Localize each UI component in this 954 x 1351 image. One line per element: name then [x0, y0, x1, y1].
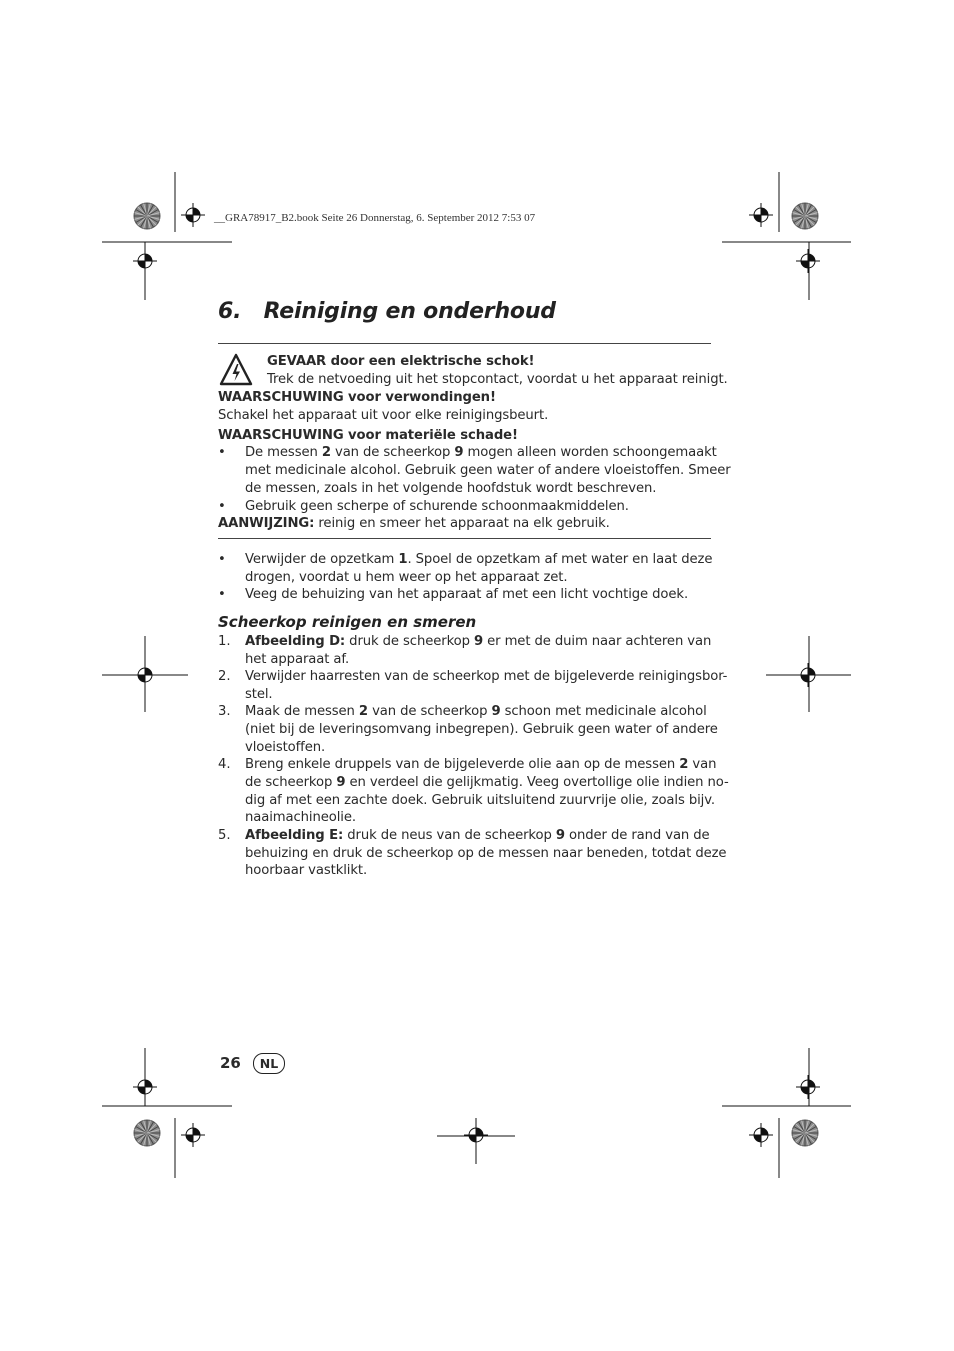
color-target-icon — [792, 1120, 818, 1146]
registration-mark-icon — [796, 663, 820, 687]
step-4-line-2: de scheerkop 9 en verdeel die gelijkmatig. Veeg overtollige olie indien no- — [245, 775, 729, 790]
bullet-marker: • — [218, 499, 226, 514]
section-number: 6. — [218, 299, 242, 324]
step-number: 5. — [218, 828, 231, 843]
step-number: 3. — [218, 704, 231, 719]
step-4-line-3: dig af met een zachte doek. Gebruik uitsluitend zuurvrije olie, zoals bijv. — [245, 793, 715, 808]
registration-mark-icon — [796, 1075, 820, 1099]
step-3-line-2: (niet bij de leveringsomvang inbegrepen). Gebruik geen water of andere — [245, 722, 718, 737]
registration-mark-icon — [181, 203, 205, 227]
step-1-line-2: het apparaat af. — [245, 652, 350, 667]
warning-triangle-lightning-icon — [219, 353, 253, 386]
step-number: 2. — [218, 669, 231, 684]
language-badge: NL — [253, 1053, 285, 1074]
damage-bullet-1-line-3: de messen, zoals in het volgende hoofdstuk wordt beschreven. — [245, 481, 657, 496]
page-number: 26 — [220, 1054, 241, 1072]
registration-mark-icon — [796, 249, 820, 273]
registration-mark-icon — [749, 203, 773, 227]
step-5-line-3: hoorbaar vastklikt. — [245, 863, 368, 878]
danger-text: Trek de netvoeding uit het stopcontact, voordat u het apparaat reinigt. — [267, 372, 728, 387]
color-target-icon — [792, 203, 818, 229]
damage-bullet-1-line-2: met medicinale alcohol. Gebruik geen water of andere vloeistoffen. Smeer — [245, 463, 731, 478]
bullet-marker: • — [218, 587, 226, 602]
color-target-icon — [134, 203, 160, 229]
section-heading — [218, 299, 556, 324]
step-1-line-1: Afbeelding D: druk de scheerkop 9 er met de duim naar achteren van — [245, 634, 712, 649]
top-rule — [218, 343, 711, 344]
section-title: Reiniging en onderhoud — [263, 299, 556, 324]
registration-mark-icon — [133, 663, 157, 687]
registration-mark-icon — [749, 1123, 773, 1147]
warning-injury-title: WAARSCHUWING voor verwondingen! — [218, 390, 496, 405]
warning-damage-title: WAARSCHUWING voor materiële schade! — [218, 428, 518, 443]
step-3-line-3: vloeistoffen. — [245, 740, 326, 755]
damage-bullet-1-line-1: De messen 2 van de scheerkop 9 mogen alleen worden schoongemaakt — [245, 445, 717, 460]
step-5-line-1: Afbeelding E: druk de neus van de scheerkop 9 onder de rand van de — [245, 828, 710, 843]
step-number: 1. — [218, 634, 231, 649]
step-2-line-2: stel. — [245, 687, 273, 702]
step-4-line-4: naaimachineolie. — [245, 810, 356, 825]
subsection-heading: Scheerkop reinigen en smeren — [218, 613, 477, 631]
middle-rule — [218, 538, 711, 539]
bullet-marker: • — [218, 445, 226, 460]
general-bullet-2: Veeg de behuizing van het apparaat af met een licht vochtige doek. — [245, 587, 689, 602]
step-3-line-1: Maak de messen 2 van de scheerkop 9 schoon met medicinale alcohol — [245, 704, 707, 719]
color-target-icon — [134, 1120, 160, 1146]
note-line: AANWIJZING: reinig en smeer het apparaat na elk gebruik. — [218, 516, 610, 531]
warning-injury-text: Schakel het apparaat uit voor elke reinigingsbeurt. — [218, 408, 549, 423]
danger-title: GEVAAR door een elektrische schok! — [267, 354, 535, 369]
registration-mark-icon — [133, 1075, 157, 1099]
damage-bullet-2: Gebruik geen scherpe of schurende schoonmaakmiddelen. — [245, 499, 629, 514]
registration-mark-icon — [464, 1123, 488, 1147]
step-4-line-1: Breng enkele druppels van de bijgeleverde olie aan op de messen 2 van — [245, 757, 717, 772]
bullet-marker: • — [218, 552, 226, 567]
registration-mark-icon — [133, 249, 157, 273]
step-number: 4. — [218, 757, 231, 772]
book-slug-line: __GRA78917_B2.book Seite 26 Donnerstag, 6. September 2012 7:53 07 — [214, 212, 536, 224]
registration-mark-icon — [181, 1123, 205, 1147]
step-2-line-1: Verwijder haarresten van de scheerkop met de bijgeleverde reinigingsbor- — [245, 669, 728, 684]
step-5-line-2: behuizing en druk de scheerkop op de messen naar beneden, totdat deze — [245, 846, 727, 861]
general-bullet-1-line-2: drogen, voordat u hem weer op het apparaat zet. — [245, 570, 568, 585]
general-bullet-1-line-1: Verwijder de opzetkam 1. Spoel de opzetkam af met water en laat deze — [245, 552, 713, 567]
